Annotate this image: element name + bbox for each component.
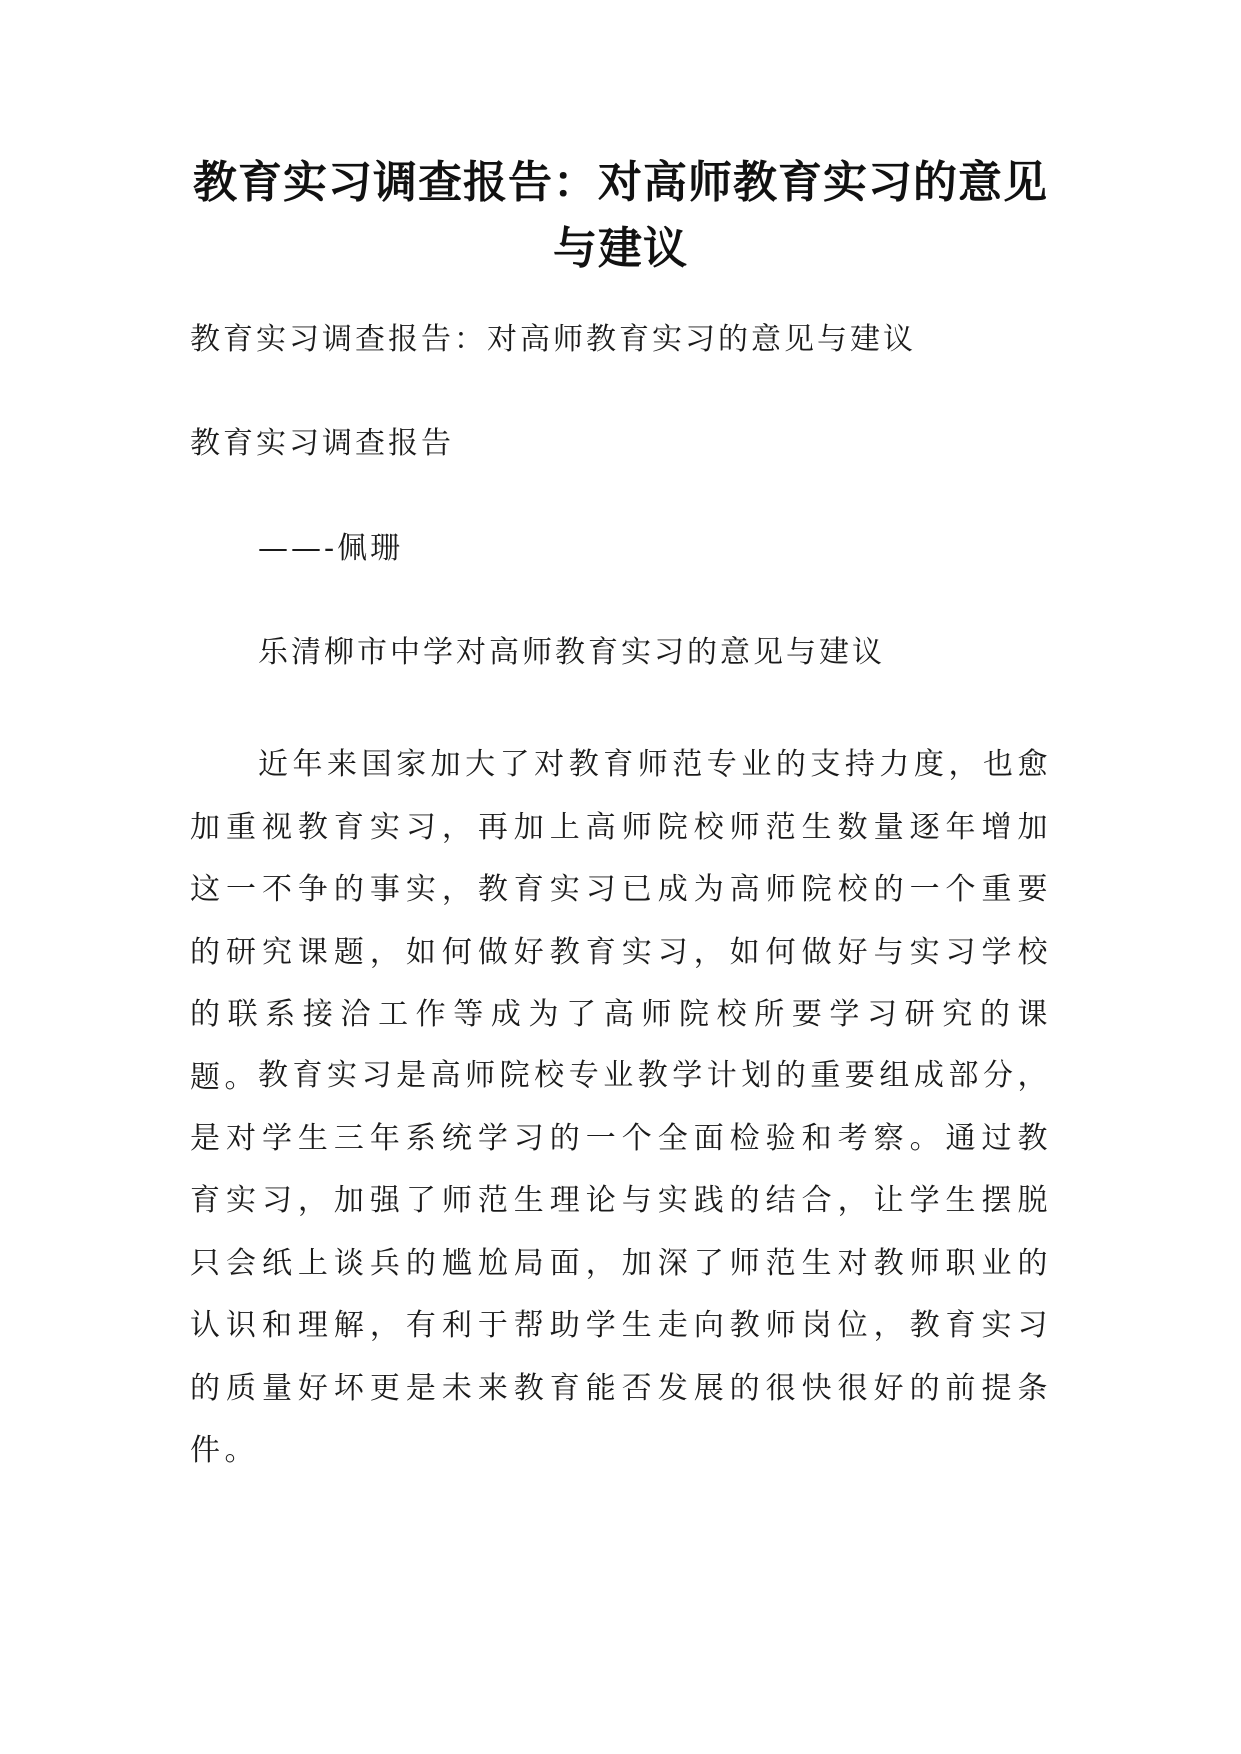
body-paragraph-2: 教育实习是高师院校专业教学计划的重要组成部分，是对学生三年系统学习的一个全面检验和考察。通过教育实习，加强了师范生理论与实践的结合，让学生摆脱只会纸上谈兵的尴尬局面，加深了师范生对教师职业的认识和理解，有利于帮助学生走向教师岗位，教育实习的质量好坏更是未来教育能否发展的很快很好的前提条件。 (190, 1058, 1052, 1468)
subtitle-line: 教育实习调查报告：对高师教育实习的意见与建议 (190, 322, 916, 357)
section-heading: 乐清柳市中学对高师教育实习的意见与建议 (258, 635, 885, 670)
document-title: 教育实习调查报告：对高师教育实习的意见与建议 (193, 157, 1048, 274)
body-paragraph-1: 近年来国家加大了对教育师范专业的支持力度，也愈加重视教育实习，再加上高师院校师范生数量逐年增加这一不争的事实，教育实习已成为高师院校的一个重要的研究课题，如何做好教育实习，如何做好与实习学校的联系接洽工作等成为了高师院校所要学习研究的课题。 (190, 747, 1052, 1095)
report-label: 教育实习调查报告 (190, 426, 454, 461)
author-line: ——-佩珊 (258, 531, 404, 566)
